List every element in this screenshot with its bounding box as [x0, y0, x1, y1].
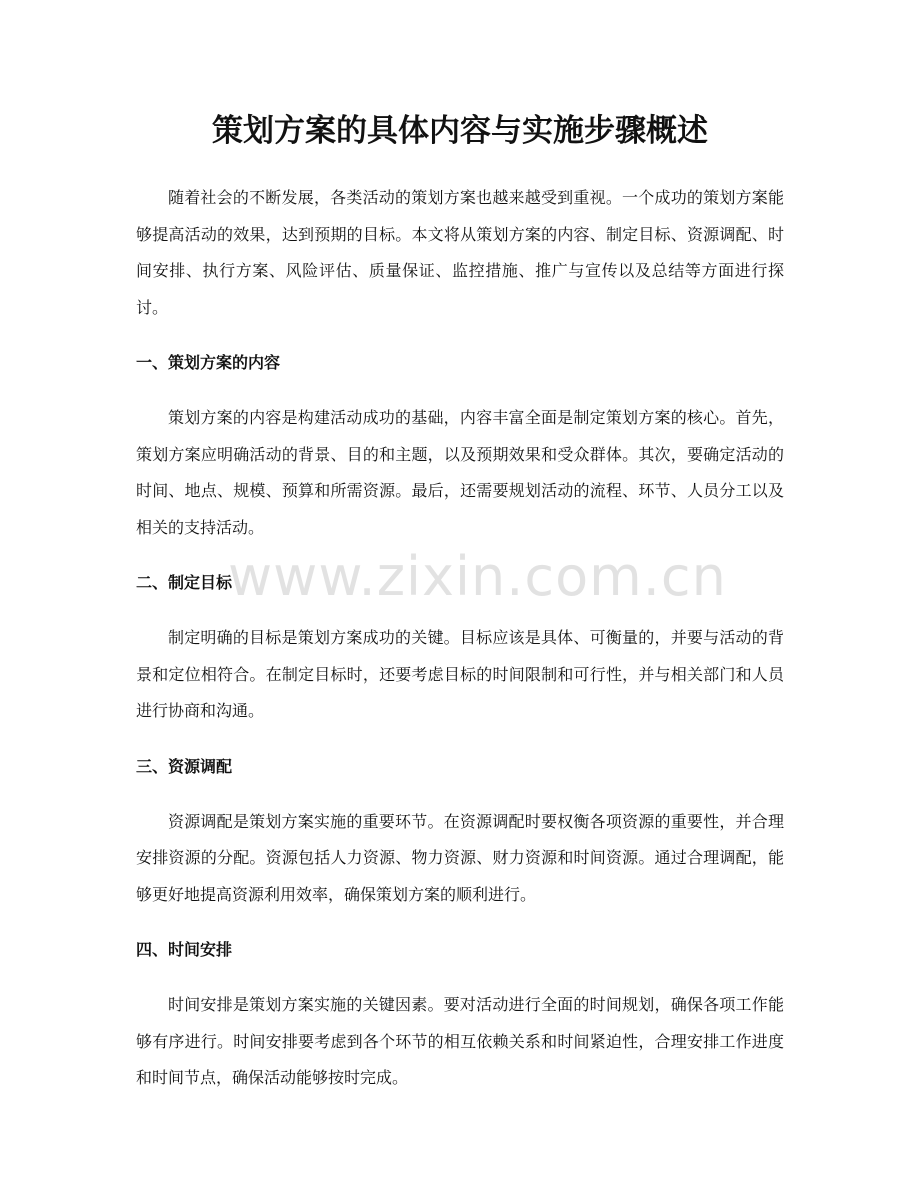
section-heading-content: 一、策划方案的内容 [136, 353, 281, 372]
section-body-content: 策划方案的内容是构建活动成功的基础，内容丰富全面是制定策划方案的核心。首先，策划方案应明确活动的背景、目的和主题，以及预期效果和受众群体。其次，要确定活动的时间、地点、规模、预算和所需资源。最后，还需要规划活动的流程、环节、人员分工以及相关的支持活动。 [136, 408, 784, 537]
section-heading-schedule: 四、时间安排 [136, 940, 233, 959]
document-body [136, 180, 784, 1097]
section-heading-resources: 三、资源调配 [136, 756, 233, 776]
section-heading-goals: 二、制定目标 [136, 573, 233, 592]
watermark-text: www.zixin.com.cn [228, 545, 727, 608]
section-body-resources: 资源调配是策划方案实施的重要环节。在资源调配时要权衡各项资源的重要性，并合理安排资源的分配。资源包括人力资源、物力资源、财力资源和时间资源。通过合理调配，能够更好地提高资源利用效率，确保策划方案的顺利进行。 [136, 811, 784, 904]
page-title: 策划方案的具体内容与实施步骤概述 [212, 113, 708, 149]
intro-paragraph: 随着社会的不断发展，各类活动的策划方案也越来越受到重视。一个成功的策划方案能够提高活动的效果，达到预期的目标。本文将从策划方案的内容、制定目标、资源调配、时间安排、执行方案、风险评估、质量保证、监控措施、推广与宣传以及总结等方面进行探讨。 [136, 188, 784, 317]
section-body-schedule: 时间安排是策划方案实施的关键因素。要对活动进行全面的时间规划，确保各项工作能够有序进行。时间安排要考虑到各个环节的相互依赖关系和时间紧迫性，合理安排工作进度和时间节点，确保活动能够按时完成。 [136, 995, 784, 1087]
section-body-goals: 制定明确的目标是策划方案成功的关键。目标应该是具体、可衡量的，并要与活动的背景和定位相符合。在制定目标时，还要考虑目标的时间限制和可行性，并与相关部门和人员进行协商和沟通。 [136, 628, 784, 720]
